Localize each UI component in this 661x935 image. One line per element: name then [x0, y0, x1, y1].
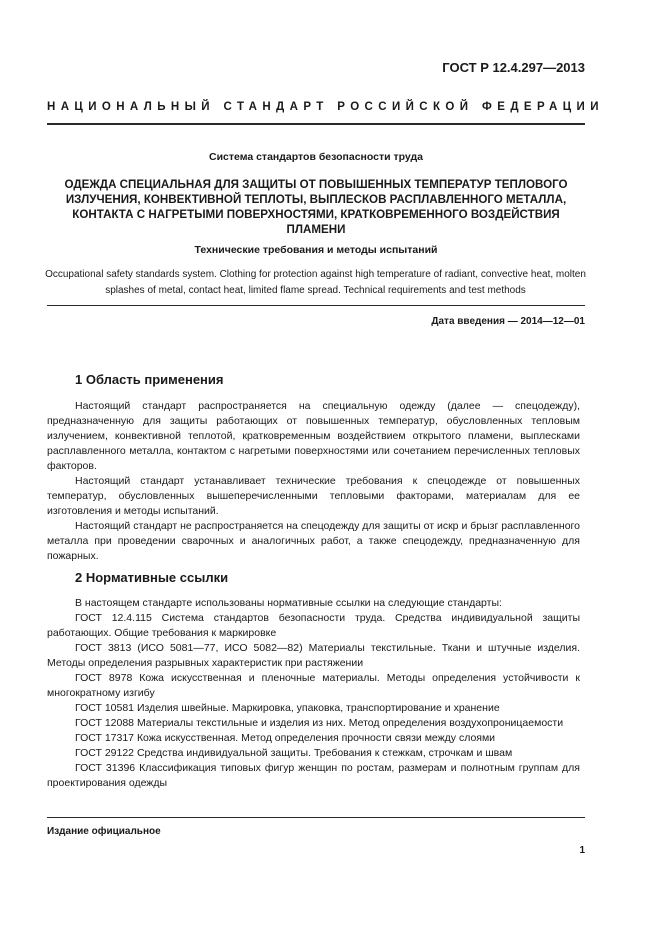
reference-item: ГОСТ 17317 Кожа искусственная. Метод определения прочности связи между слоями: [75, 732, 496, 744]
section-1-heading: 1 Область применения: [75, 372, 224, 387]
section-1-paragraph-1: Настоящий стандарт распространяется на специальную одежду (далее — спецодежду), предназначенную для защиты работающих от повышенных температур, обусловленных тепловым излучением, конвективной теплотой, кратковременным воздействием открытого пламени, выплесками расплавленного металла, контактом с нагретыми поверхностями или сочетанием перечисленных тепловых факторов.: [47, 400, 580, 472]
main-title: ОДЕЖДА СПЕЦИАЛЬНАЯ ДЛЯ ЗАЩИТЫ ОТ ПОВЫШЕННЫХ ТЕМПЕРАТУР ТЕПЛОВОГО ИЗЛУЧЕНИЯ, КОНВЕКТИВНОЙ ТЕПЛОТЫ, ВЫПЛЕСКОВ РАСПЛАВЛЕННОГО МЕТАЛЛА, КОНТАКТА С НАГРЕТЫМИ ПОВЕРХНОСТЯМИ, КРАТКОВРЕМЕННОГО ВОЗДЕЙСТВИЯ ПЛАМЕНИ: [64, 178, 568, 236]
section-2-intro: В настоящем стандарте использованы нормативные ссылки на следующие стандарты:: [75, 597, 502, 609]
page-number: 1: [579, 845, 585, 856]
reference-item: ГОСТ 12.4.115 Система стандартов безопасности труда. Средства индивидуальной защиты работающих. Общие требования к маркировке: [47, 612, 580, 639]
section-1-paragraph-2: Настоящий стандарт устанавливает технические требования к спецодежде от повышенных температур, обусловленных вышеперечисленными тепловыми факторами, материалам для ее изготовления и методы испытаний.: [47, 475, 580, 517]
gost-number: ГОСТ Р 12.4.297—2013: [442, 60, 585, 75]
top-divider: [47, 123, 585, 125]
official-edition-label: Издание официальное: [47, 826, 161, 837]
subtitle: Технические требования и методы испытаний: [194, 244, 438, 256]
system-title: Система стандартов безопасности труда: [208, 151, 424, 163]
bottom-divider: [47, 817, 585, 818]
reference-item: ГОСТ 3813 (ИСО 5081—77, ИСО 5082—82) Материалы текстильные. Ткани и штучные изделия. Методы определения разрывных характеристик при растяжении: [47, 642, 580, 669]
section-1-paragraph-3: Настоящий стандарт не распространяется на спецодежду для защиты от искр и брызг расплавленного металла при проведении сварочных и аналогичных работ, а также спецодежду, предназначенную для пожарных.: [47, 520, 580, 562]
reference-item: ГОСТ 31396 Классификация типовых фигур женщин по ростам, размерам и полнотным группам для проектирования одежды: [47, 762, 580, 789]
reference-item: ГОСТ 10581 Изделия швейные. Маркировка, упаковка, транспортирование и хранение: [75, 702, 500, 714]
english-title: Occupational safety standards system. Clothing for protection against high temperature of radiant, convective heat, molten splashes of metal, contact heat, limited flame spread. Technical requirements and test methods: [45, 269, 586, 296]
reference-item: ГОСТ 12088 Материалы текстильные и изделия из них. Метод определения воздухопроницаемости: [75, 717, 564, 729]
reference-item: ГОСТ 29122 Средства индивидуальной защиты. Требования к стежкам, строчкам и швам: [75, 747, 513, 759]
intro-date: Дата введения — 2014—12—01: [431, 316, 585, 327]
middle-divider: [47, 305, 585, 306]
section-2-heading: 2 Нормативные ссылки: [75, 570, 229, 585]
reference-item: ГОСТ 8978 Кожа искусственная и пленочные материалы. Методы определения устойчивости к многократному изгибу: [47, 672, 580, 699]
section-2-body: [47, 596, 580, 791]
section-1-body: [47, 399, 580, 564]
national-standard-title: НАЦИОНАЛЬНЫЙ СТАНДАРТ РОССИЙСКОЙ ФЕДЕРАЦИИ: [47, 101, 604, 113]
